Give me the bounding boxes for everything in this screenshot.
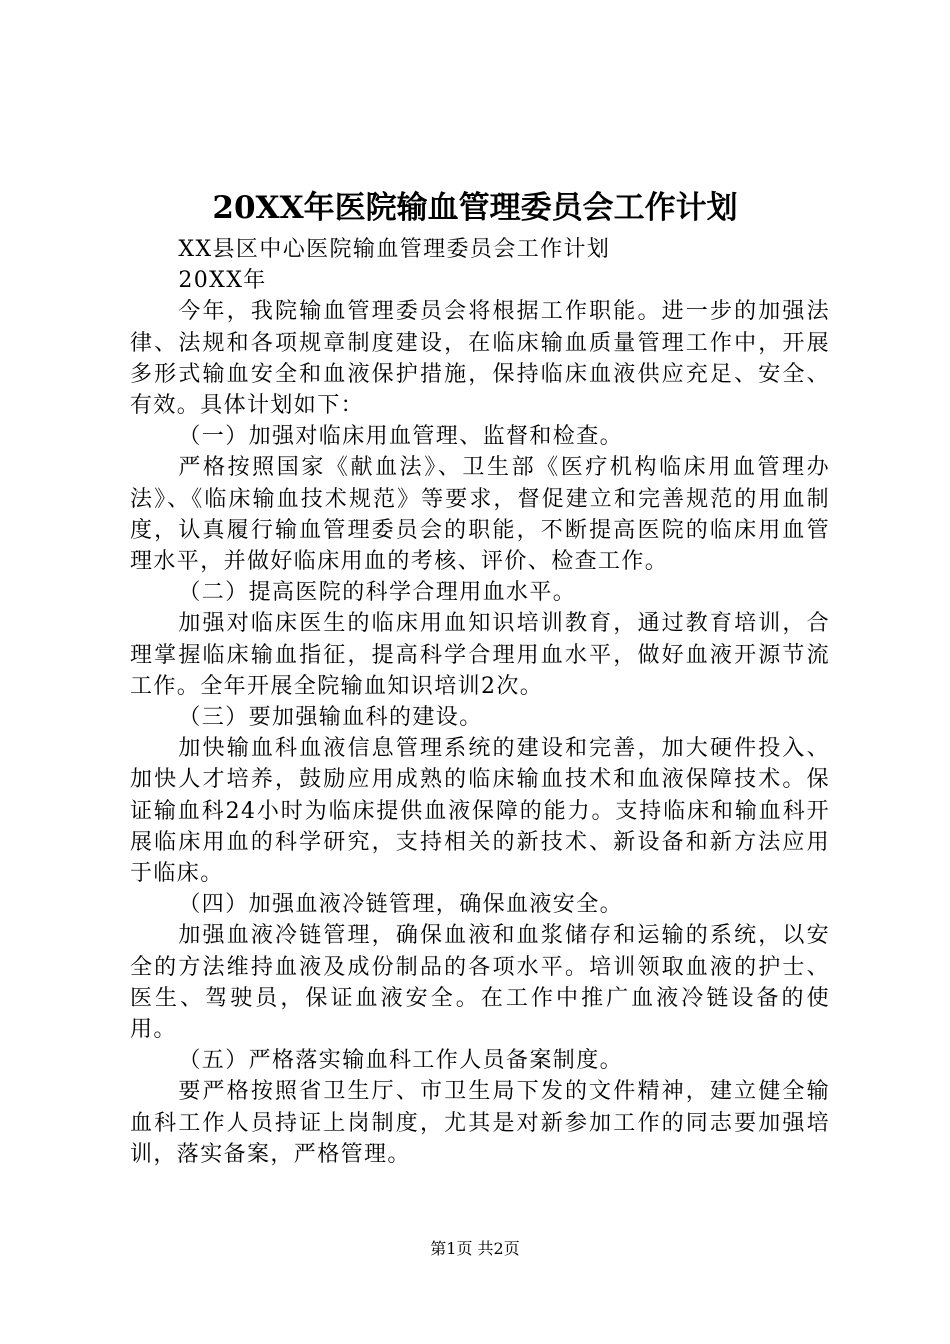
section-paragraph-2: 加强对临床医生的临床用血知识培训教育，通过教育培训，合理掌握临床输血指征，提高科学合理用血水平，做好血液开源节流工作。全年开展全院输血知识培训2次。 — [130, 611, 830, 699]
year-line: 20XX年 — [178, 268, 267, 294]
subtitle-line: XX县区中心医院输血管理委员会工作计划 — [178, 237, 611, 262]
page-footer: 第1页 共2页 — [430, 1239, 520, 1258]
document-title: 20XX年医院输血管理委员会工作计划 — [212, 190, 738, 226]
intro-paragraph: 今年，我院输血管理委员会将根据工作职能。进一步的加强法律、法规和各项规章制度建设，在临床输血质量管理工作中，开展多形式输血安全和血液保护措施，保持临床血液供应充足、安全、有效。具体计划如下： — [130, 299, 830, 419]
section-paragraph-1: 严格按照国家《献血法》、卫生部《医疗机构临床用血管理办法》、《临床输血技术规范》等要求，督促建立和完善规范的用血制度，认真履行输血管理委员会的职能，不断提高医院的临床用血管理水平，并做好临床用血的考核、评价、检查工作。 — [130, 455, 830, 575]
document-body — [130, 234, 830, 1170]
section-heading-4: （四）加强血液冷链管理，确保血液安全。 — [178, 892, 623, 918]
section-heading-2: （二）提高医院的科学合理用血水平。 — [178, 580, 577, 606]
section-heading-3: （三）要加强输血科的建设。 — [178, 705, 483, 731]
section-paragraph-3: 加快输血科血液信息管理系统的建设和完善，加大硬件投入、加快人才培养，鼓励应用成熟的临床输血技术和血液保障技术。保证输血科24小时为临床提供血液保障的能力。支持临床和输血科开展临床用血的科学研究，支持相关的新技术、新设备和新方法应用于临床。 — [130, 736, 830, 887]
section-heading-5: （五）严格落实输血科工作人员备案制度。 — [178, 1048, 623, 1074]
section-heading-1: （一）加强对临床用血管理、监督和检查。 — [178, 424, 623, 450]
section-paragraph-4: 加强血液冷链管理，确保血液和血浆储存和运输的系统，以安全的方法维持血液及成份制品的各项水平。培训领取血液的护士、医生、驾驶员，保证血液安全。在工作中推广血液冷链设备的使用。 — [130, 923, 830, 1043]
section-paragraph-5: 要严格按照省卫生厅、市卫生局下发的文件精神，建立健全输血科工作人员持证上岗制度，尤其是对新参加工作的同志要加强培训，落实备案，严格管理。 — [130, 1079, 830, 1167]
